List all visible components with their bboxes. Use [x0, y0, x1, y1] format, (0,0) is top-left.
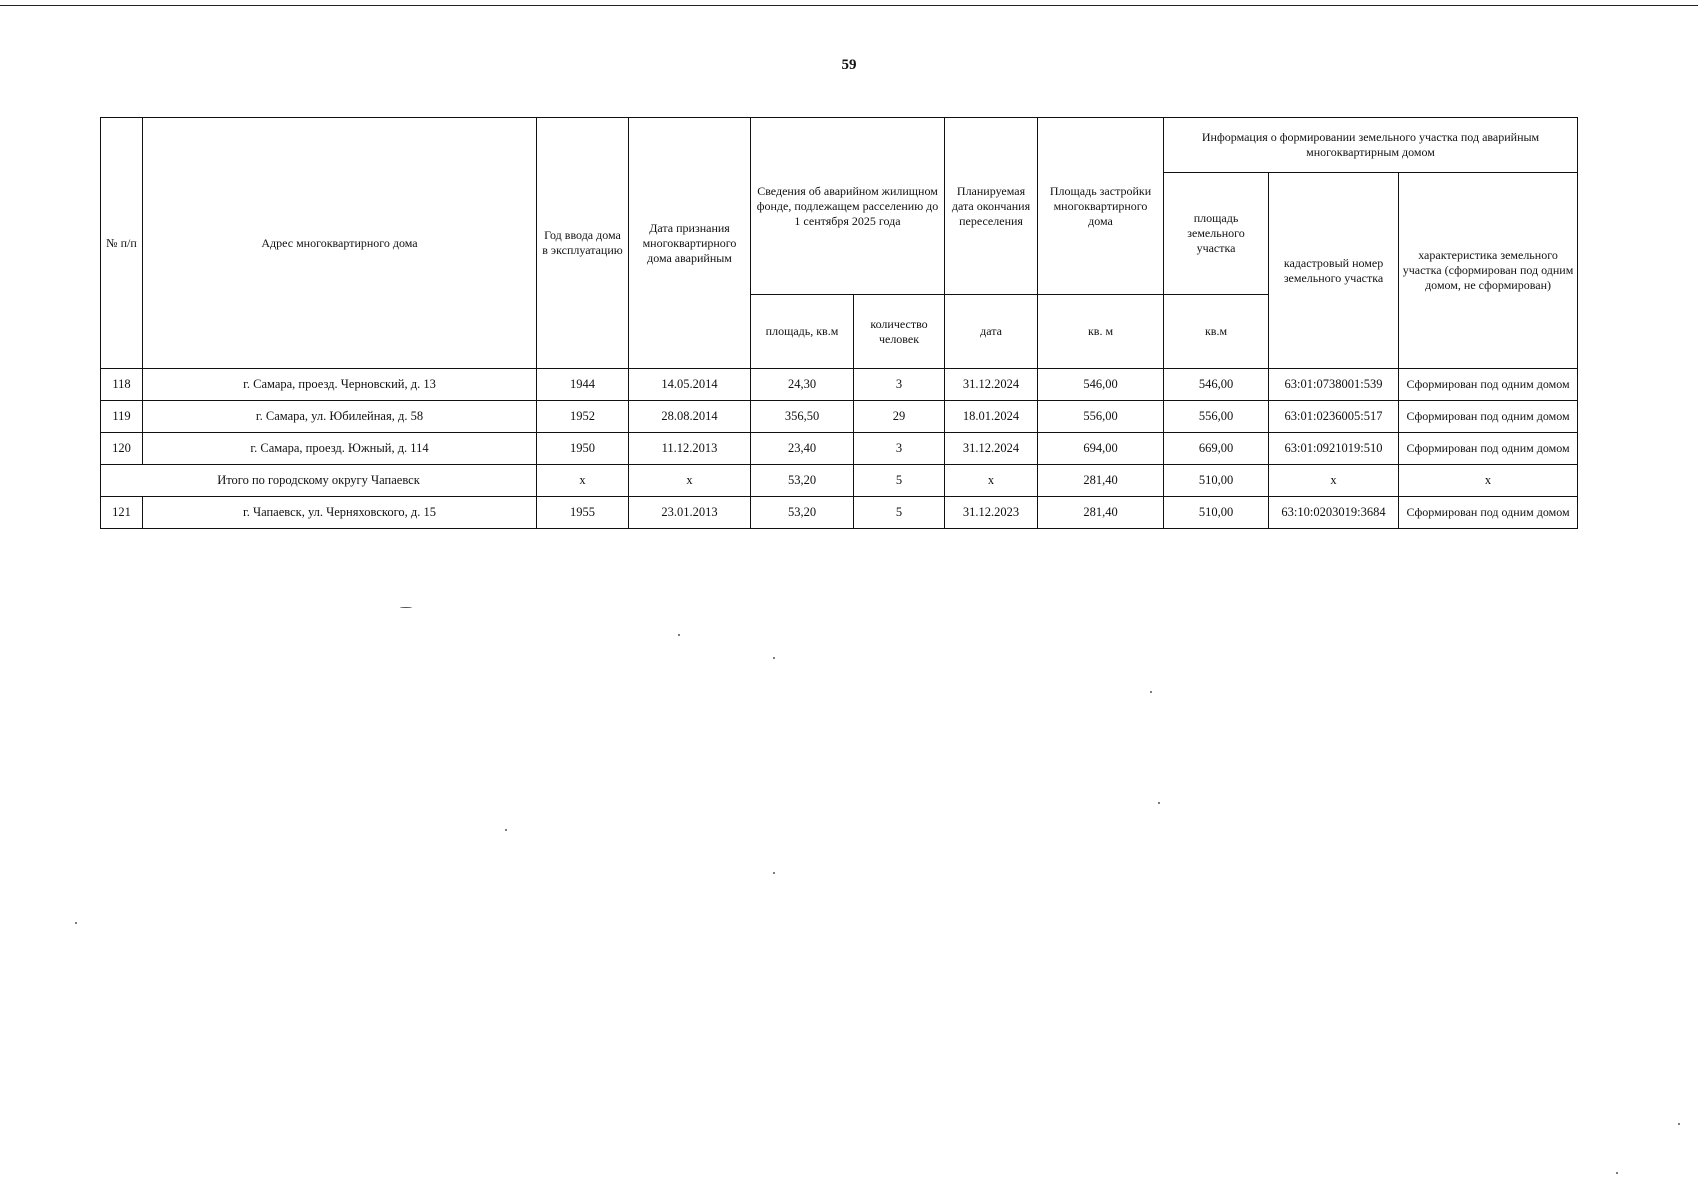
- header-land-info: Информация о формировании земельного участка под аварийным многоквартирным домом: [1164, 118, 1578, 173]
- emergency-housing-table: [100, 117, 1578, 529]
- cell-num: 121: [101, 497, 143, 529]
- scan-speck: [1616, 1172, 1618, 1174]
- total-land-description: x: [1399, 465, 1578, 497]
- header-num: № п/п: [101, 118, 143, 369]
- cell-planned-end: 31.12.2023: [945, 497, 1038, 529]
- cell-fund-area: 24,30: [751, 369, 854, 401]
- cell-year: 1950: [537, 433, 629, 465]
- table-body: [101, 369, 1578, 529]
- cell-recognition-date: 11.12.2013: [629, 433, 751, 465]
- cell-year: 1944: [537, 369, 629, 401]
- cell-building-area: 694,00: [1038, 433, 1164, 465]
- cell-year: 1952: [537, 401, 629, 433]
- table-row: [101, 401, 1578, 433]
- cell-address: г. Самара, проезд. Черновский, д. 13: [143, 369, 537, 401]
- cell-fund-people: 3: [854, 433, 945, 465]
- table-header: [101, 118, 1578, 369]
- page-number: 59: [841, 57, 857, 73]
- header-land-description: характеристика земельного участка (сформирован под одним домом, не сформирован): [1399, 173, 1578, 369]
- total-planned-end: x: [945, 465, 1038, 497]
- cell-recognition-date: 23.01.2013: [629, 497, 751, 529]
- header-planned-end-unit: дата: [945, 295, 1038, 369]
- cell-address: г. Чапаевск, ул. Черняховского, д. 15: [143, 497, 537, 529]
- cell-fund-area: 53,20: [751, 497, 854, 529]
- cell-address: г. Самара, ул. Юбилейная, д. 58: [143, 401, 537, 433]
- cell-land-description: Сформирован под одним домом: [1399, 433, 1578, 465]
- cell-year: 1955: [537, 497, 629, 529]
- scan-speck: [505, 829, 507, 831]
- cell-land-area: 669,00: [1164, 433, 1269, 465]
- cell-fund-people: 29: [854, 401, 945, 433]
- header-year: Год ввода дома в эксплуатацию: [537, 118, 629, 369]
- cell-land-description: Сформирован под одним домом: [1399, 497, 1578, 529]
- total-label: Итого по городскому округу Чапаевск: [101, 465, 537, 497]
- cell-building-area: 556,00: [1038, 401, 1164, 433]
- total-year: x: [537, 465, 629, 497]
- header-address: Адрес многоквартирного дома: [143, 118, 537, 369]
- cell-fund-people: 3: [854, 369, 945, 401]
- cell-land-description: Сформирован под одним домом: [1399, 401, 1578, 433]
- cell-cadastral: 63:01:0236005:517: [1269, 401, 1399, 433]
- header-cadastral: кадастровый номер земельного участка: [1269, 173, 1399, 369]
- header-fund-people: количество человек: [854, 295, 945, 369]
- cell-fund-area: 23,40: [751, 433, 854, 465]
- header-land-area: площадь земельного участка: [1164, 173, 1269, 295]
- total-fund-area: 53,20: [751, 465, 854, 497]
- cell-cadastral: 63:01:0921019:510: [1269, 433, 1399, 465]
- cell-building-area: 281,40: [1038, 497, 1164, 529]
- cell-land-area: 546,00: [1164, 369, 1269, 401]
- scan-speck: [75, 922, 77, 924]
- total-land-area: 510,00: [1164, 465, 1269, 497]
- scan-speck: [1678, 1123, 1680, 1125]
- cell-recognition-date: 14.05.2014: [629, 369, 751, 401]
- total-recognition-date: x: [629, 465, 751, 497]
- total-row: [101, 465, 1578, 497]
- scan-speck: [773, 872, 775, 874]
- cell-fund-area: 356,50: [751, 401, 854, 433]
- cell-num: 119: [101, 401, 143, 433]
- table-row: [101, 433, 1578, 465]
- table-row: [101, 497, 1578, 529]
- header-building-area: Площадь застройки многоквартирного дома: [1038, 118, 1164, 295]
- cell-cadastral: 63:01:0738001:539: [1269, 369, 1399, 401]
- total-cadastral: x: [1269, 465, 1399, 497]
- cell-planned-end: 31.12.2024: [945, 433, 1038, 465]
- total-fund-people: 5: [854, 465, 945, 497]
- cell-fund-people: 5: [854, 497, 945, 529]
- header-land-area-unit: кв.м: [1164, 295, 1269, 369]
- cell-num: 118: [101, 369, 143, 401]
- table-row: [101, 369, 1578, 401]
- cell-building-area: 546,00: [1038, 369, 1164, 401]
- total-building-area: 281,40: [1038, 465, 1164, 497]
- cell-land-area: 556,00: [1164, 401, 1269, 433]
- header-planned-end: Планируемая дата окончания переселения: [945, 118, 1038, 295]
- scan-speck: [1150, 691, 1152, 693]
- header-recognition-date: Дата признания многоквартирного дома аварийным: [629, 118, 751, 369]
- header-fund-area: площадь, кв.м: [751, 295, 854, 369]
- cell-num: 120: [101, 433, 143, 465]
- cell-address: г. Самара, проезд. Южный, д. 114: [143, 433, 537, 465]
- scan-speck: [678, 634, 680, 636]
- header-building-area-unit: кв. м: [1038, 295, 1164, 369]
- cell-cadastral: 63:10:0203019:3684: [1269, 497, 1399, 529]
- scan-speck: [400, 607, 412, 608]
- scan-speck: [1158, 802, 1160, 804]
- header-fund-info: Сведения об аварийном жилищном фонде, подлежащем расселению до 1 сентября 2025 года: [751, 118, 945, 295]
- scan-top-rule: [0, 5, 1698, 6]
- scan-speck: [773, 657, 775, 659]
- cell-planned-end: 18.01.2024: [945, 401, 1038, 433]
- cell-planned-end: 31.12.2024: [945, 369, 1038, 401]
- cell-land-area: 510,00: [1164, 497, 1269, 529]
- cell-recognition-date: 28.08.2014: [629, 401, 751, 433]
- cell-land-description: Сформирован под одним домом: [1399, 369, 1578, 401]
